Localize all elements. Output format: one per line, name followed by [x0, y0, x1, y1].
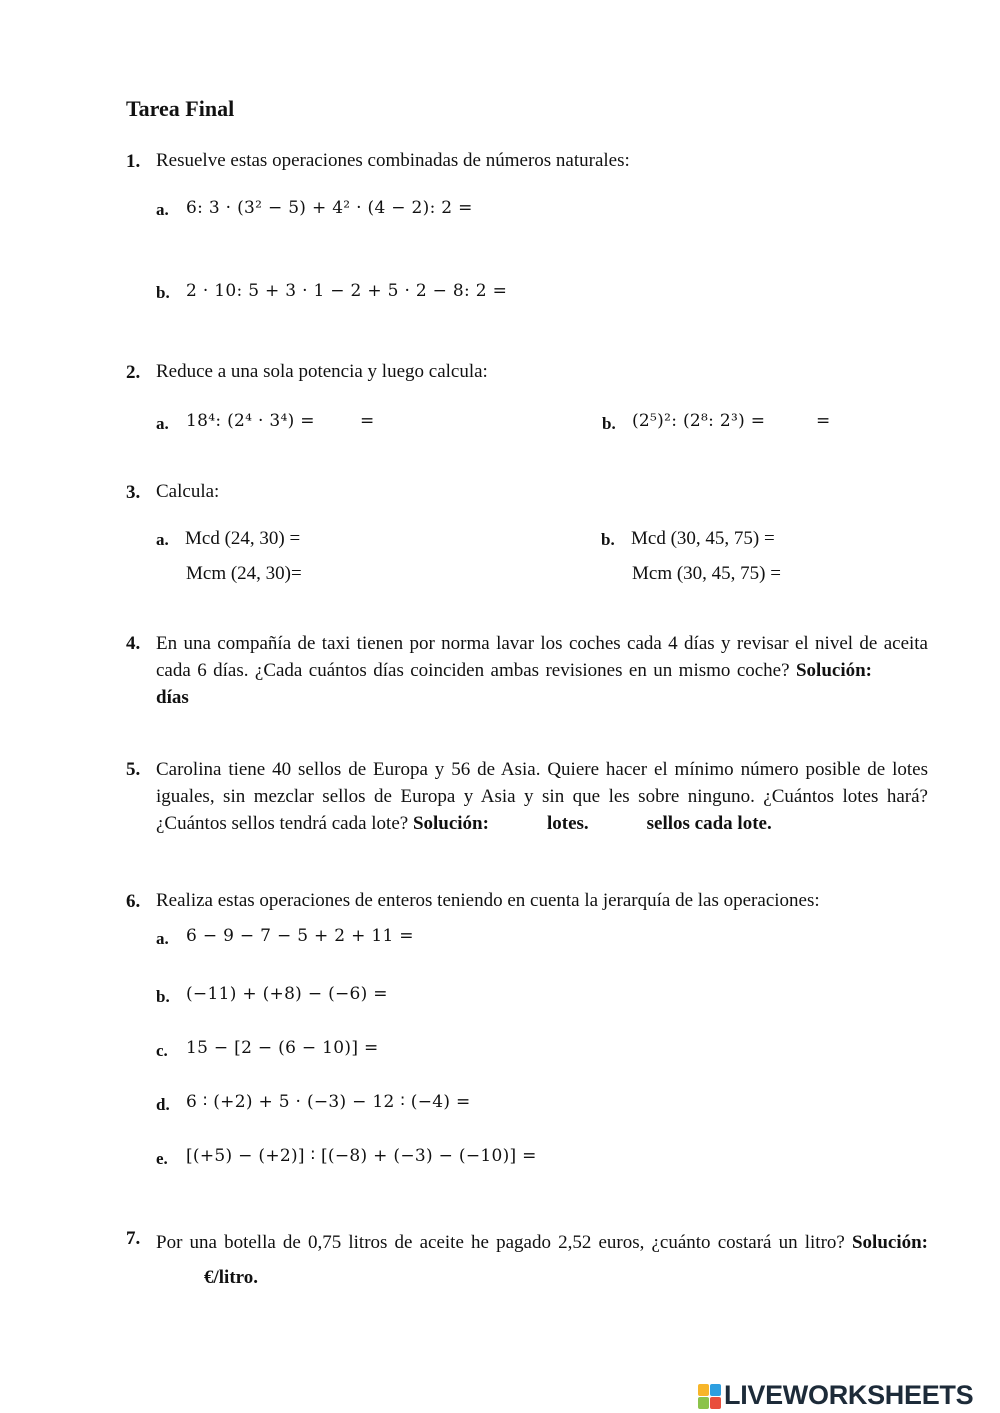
q2-a-expression: 18⁴: (2⁴ · 3⁴) =: [186, 411, 315, 431]
q3-b-mcm: Mcm (30, 45, 75) =: [632, 563, 781, 584]
liveworksheets-logo: [698, 1380, 973, 1411]
q3-text: Calcula:: [156, 481, 220, 502]
q2-b-label: b.: [602, 414, 616, 433]
logo-icon: [698, 1384, 720, 1408]
q5-solution-unit-stamps: sellos cada lote.: [646, 813, 772, 834]
q2-a-label: a.: [156, 414, 169, 433]
q6-e-expression: [(+5) − (+2)] ∶ [(−8) + (−3) − (−10)] =: [186, 1146, 537, 1166]
q1-a-expression: 6: 3 · (3² − 5) + 4² · (4 − 2): 2 =: [186, 198, 473, 218]
q4-text: En una compañía de taxi tienen por norma lavar los coches cada 4 días y revisar el nivel de aceita cada 6 días. ¿Cada cuántos días coinciden ambas revisiones en un mismo coche?: [156, 633, 928, 681]
q4-paragraph: [156, 630, 928, 711]
q3-b-label: b.: [601, 530, 615, 549]
q4-solution-label: Solución:: [795, 660, 873, 681]
logo-square-4: [710, 1397, 721, 1409]
q7-paragraph: [156, 1225, 928, 1295]
q7-solution-unit: €/litro.: [204, 1267, 259, 1288]
q4-solution-unit: días: [156, 687, 189, 708]
q3-b-mcd: Mcd (30, 45, 75) =: [631, 528, 775, 549]
q2-b-expression: (2⁵)²: (2⁸: 2³) =: [632, 411, 766, 431]
q2-number: 2.: [126, 362, 141, 383]
q5-solution-label: Solución:: [412, 813, 489, 834]
q1-text: Resuelve estas operaciones combinadas de números naturales:: [156, 150, 630, 171]
q6-a-expression: 6 − 9 − 7 − 5 + 2 + 11 =: [186, 926, 414, 946]
q1-b-label: b.: [156, 283, 170, 302]
q1-a-label: a.: [156, 200, 169, 219]
q6-a-label: a.: [156, 929, 169, 948]
q6-e-label: e.: [156, 1149, 168, 1168]
q5-solution-unit-lots: lotes.: [546, 813, 589, 834]
q1-number: 1.: [126, 151, 141, 172]
q1-b-expression: 2 · 10: 5 + 3 · 1 − 2 + 5 · 2 − 8: 2 =: [186, 281, 508, 301]
page-title: Tarea Final: [126, 96, 235, 121]
q4-number: 4.: [126, 633, 141, 654]
logo-square-3: [698, 1397, 709, 1409]
q6-c-label: c.: [156, 1041, 168, 1060]
q6-number: 6.: [126, 891, 141, 912]
q2-a-equals: =: [360, 411, 375, 431]
logo-square-1: [698, 1384, 709, 1396]
q3-a-mcd: Mcd (24, 30) =: [185, 528, 301, 549]
q5-paragraph: [156, 756, 928, 837]
q5-number: 5.: [126, 759, 141, 780]
q2-text: Reduce a una sola potencia y luego calcula:: [156, 361, 488, 382]
q6-d-label: d.: [156, 1095, 170, 1114]
q6-c-expression: 15 − [2 − (6 − 10)] =: [186, 1038, 379, 1058]
q7-solution-label: Solución:: [851, 1232, 929, 1253]
q3-number: 3.: [126, 482, 141, 503]
q6-b-expression: (−11) + (+8) − (−6) =: [186, 984, 388, 1004]
q6-text: Realiza estas operaciones de enteros teniendo en cuenta la jerarquía de las operaciones:: [156, 890, 820, 911]
q6-d-expression: 6 ∶ (+2) + 5 · (−3) − 12 ∶ (−4) =: [186, 1092, 471, 1112]
logo-text: LIVEWORKSHEETS: [724, 1380, 974, 1410]
q7-text: Por una botella de 0,75 litros de aceite he pagado 2,52 euros, ¿cuánto costará un litro?: [156, 1232, 845, 1253]
q2-b-equals: =: [816, 411, 831, 431]
q7-number: 7.: [126, 1228, 141, 1249]
logo-square-2: [710, 1384, 721, 1396]
q6-b-label: b.: [156, 987, 170, 1006]
q5-text: Carolina tiene 40 sellos de Europa y 56 de Asia. Quiere hacer el mínimo número posible de lotes iguales, sin mezclar sellos de Europa y Asia y sin que les sobre ninguno. ¿Cuántos lotes hará? ¿Cuántos sellos tendrá cada lote?: [156, 759, 928, 834]
q3-a-label: a.: [156, 530, 169, 549]
q3-a-mcm: Mcm (24, 30)=: [186, 563, 302, 584]
